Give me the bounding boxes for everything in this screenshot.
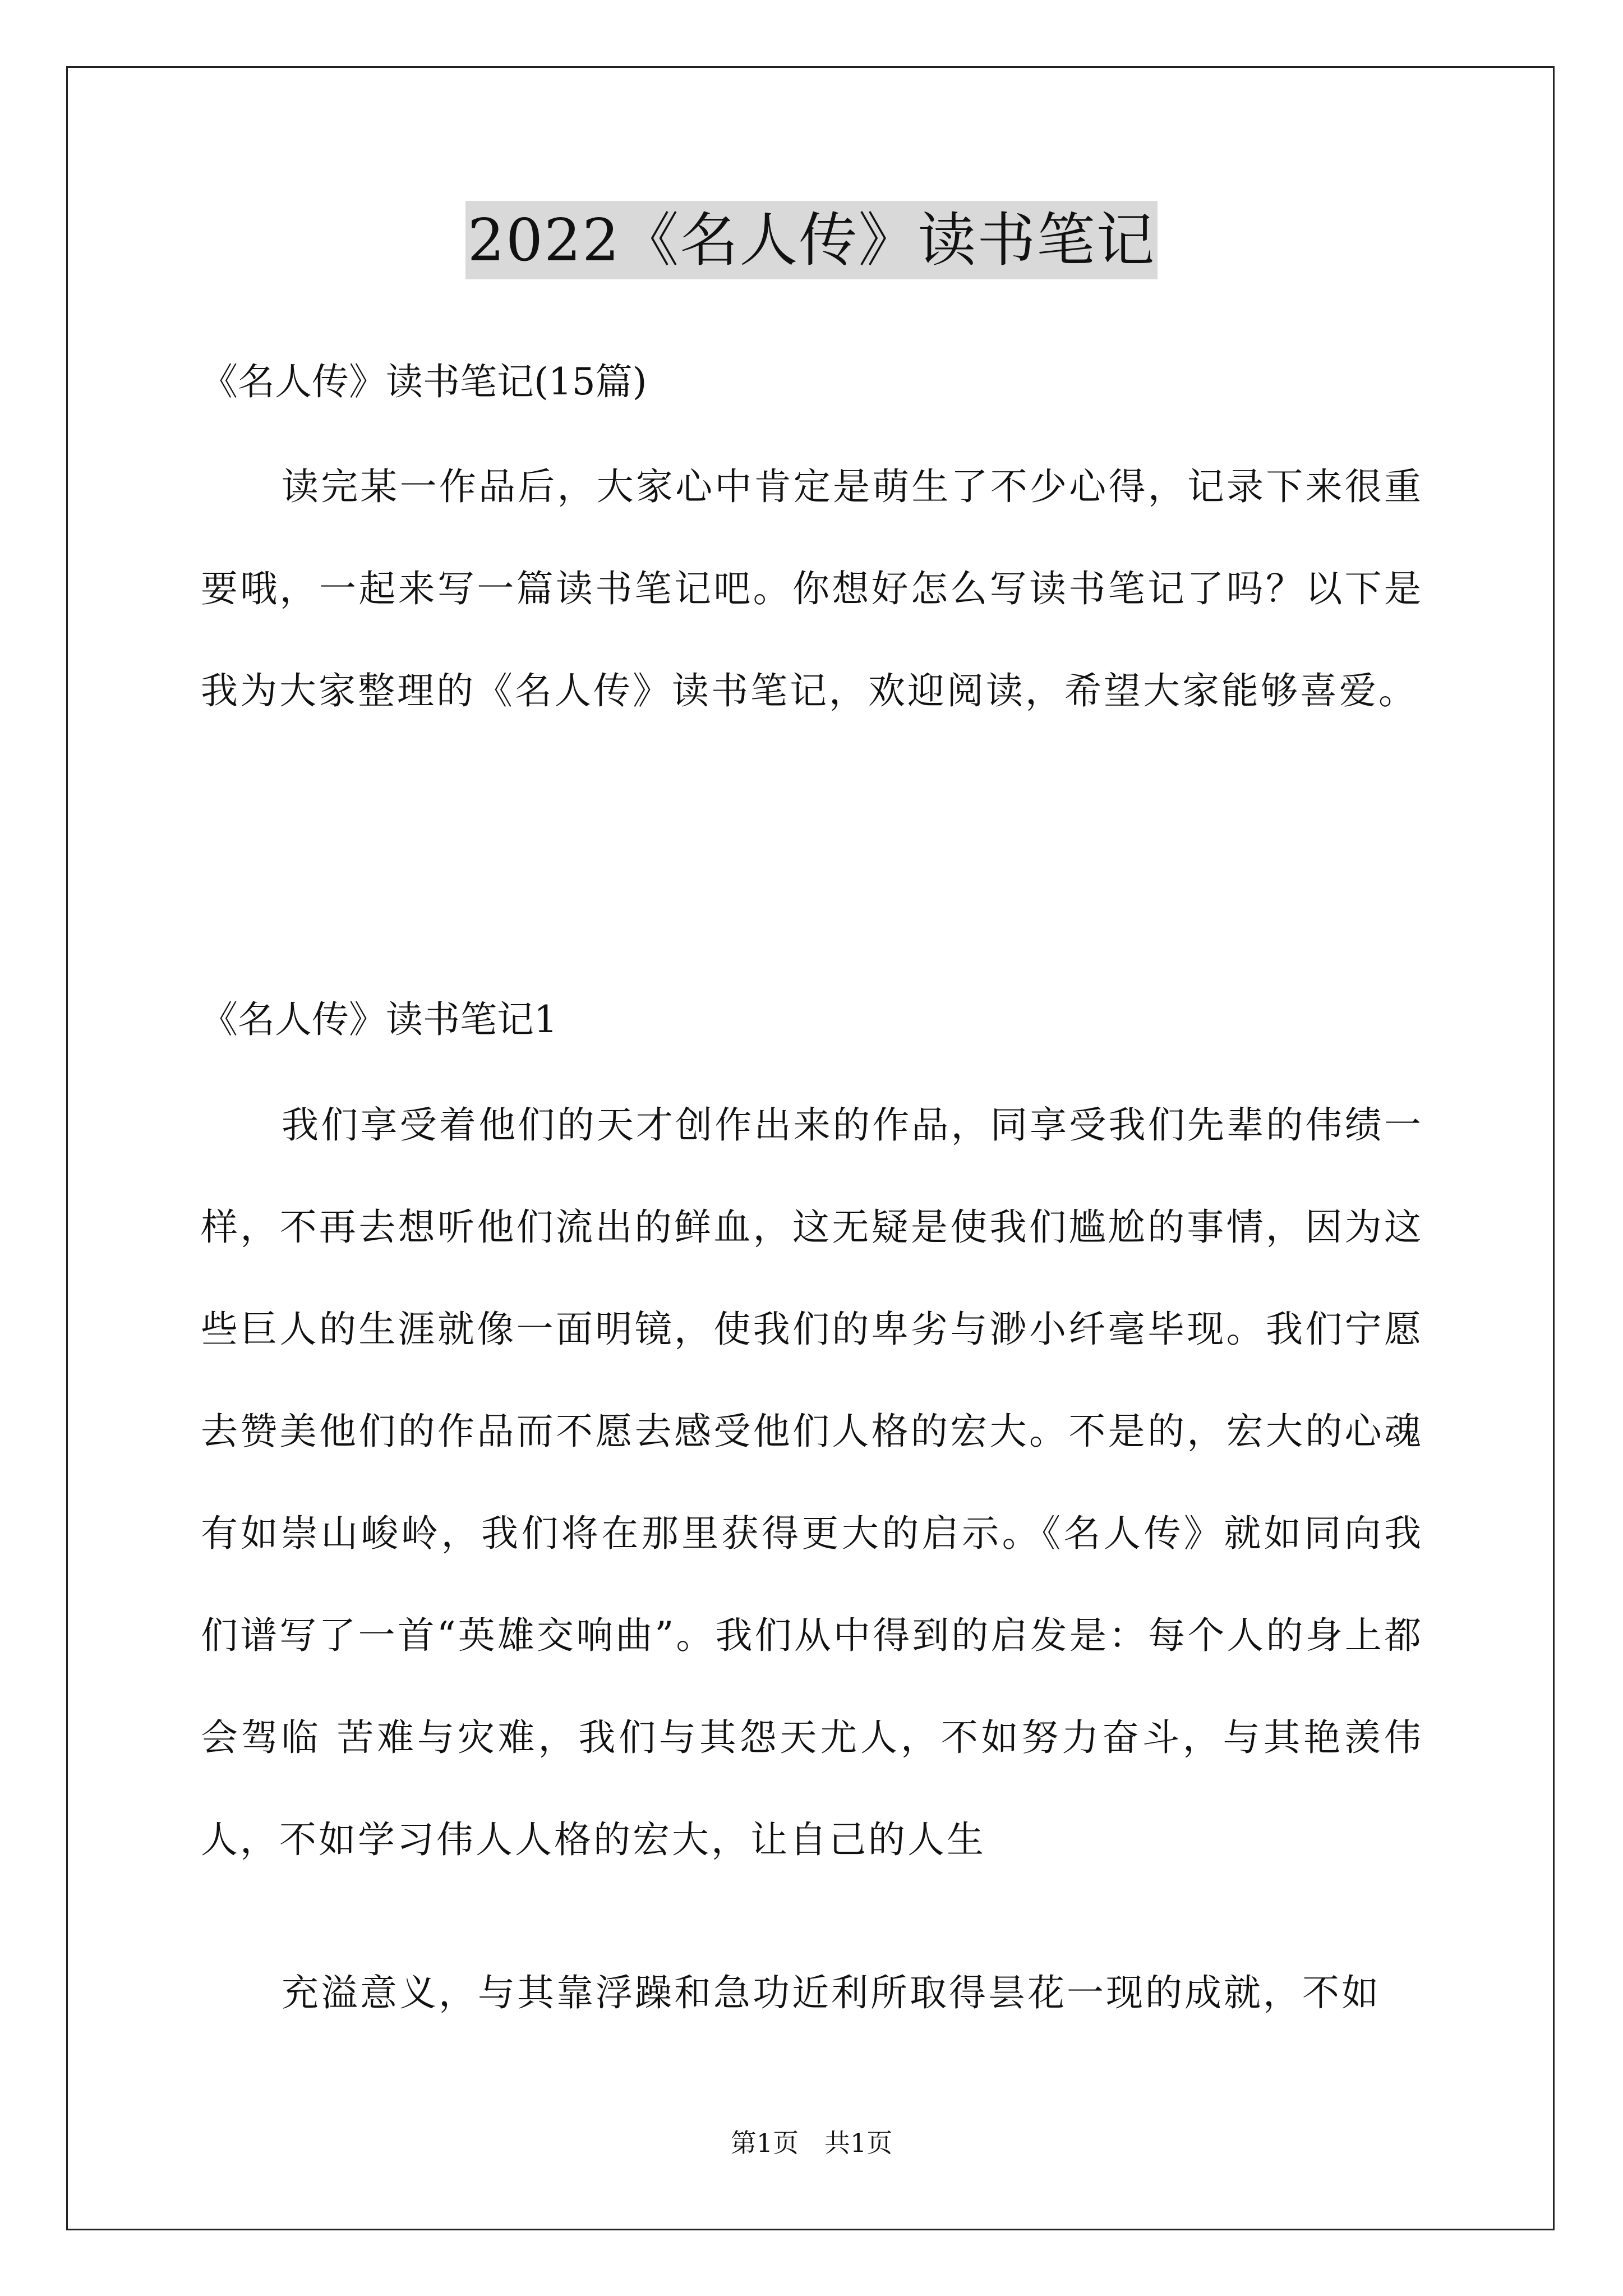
intro-paragraph: 读完某一作品后，大家心中肯定是萌生了不少心得，记录下来很重要哦，一起来写一篇读书笔记吧。你想好怎么写读书笔记了吗？以下是我为大家整理的《名人传》读书笔记，欢迎阅读，希望大家能够喜爱。 xyxy=(201,465,1423,712)
document-title: 2022《名人传》读书笔记 xyxy=(465,201,1158,279)
section-paragraph-continued: 充溢意义，与其靠浮躁和急功近利所取得昙花一现的成就，不如 xyxy=(282,1971,1381,2014)
section-heading: 《名人传》读书笔记1 xyxy=(201,998,557,1041)
document-subtitle: 《名人传》读书笔记(15篇) xyxy=(201,360,647,403)
page-footer: 第1页 共1页 xyxy=(730,2128,893,2158)
title-container xyxy=(0,201,1623,279)
section-paragraph: 我们享受着他们的天才创作出来的作品，同享受我们先辈的伟绩一样，不再去想听他们流出的鲜血，这无疑是使我们尴尬的事情，因为这些巨人的生涯就像一面明镜，使我们的卑劣与渺小纤毫毕现。我们宁愿去赞美他们的作品而不愿去感受他们人格的宏大。不是的，宏大的心魂有如崇山峻岭，我们将在那里获得更大的启示。《名人传》就如同向我们谱写了一首“英雄交响曲”。我们从中得到的启发是：每个人的身上都会驾临 苦难与灾难，我们与其怨天尤人，不如努力奋斗，与其艳羡伟人，不如学习伟人人格的宏大，让自己的人生 xyxy=(201,1103,1423,1861)
